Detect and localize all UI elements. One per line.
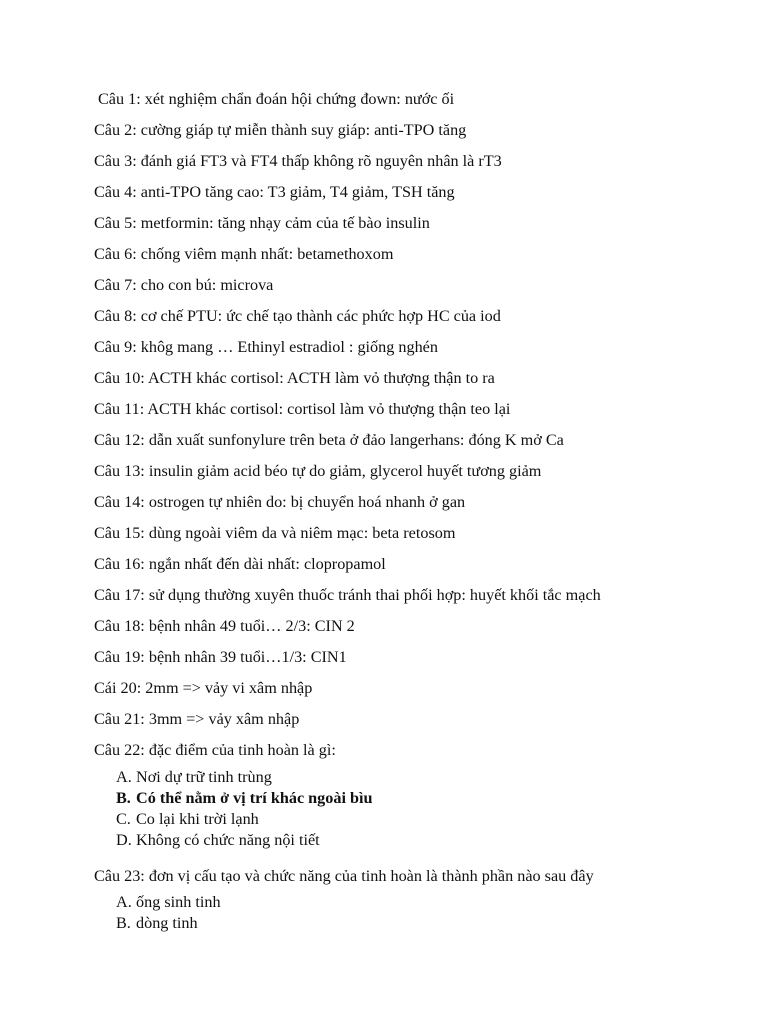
question-line: Câu 13: insulin giảm acid béo tự do giảm, glycerol huyết tương giảm [94, 462, 542, 480]
option-letter: A. [116, 768, 132, 786]
question-line: Câu 11: ACTH khác cortisol: cortisol làm vỏ thượng thận teo lại [94, 400, 511, 418]
option-letter: D. [116, 831, 132, 849]
option-item [116, 892, 754, 913]
question-line: Câu 6: chống viêm mạnh nhất: betamethoxom [94, 245, 394, 263]
option-item [116, 767, 754, 788]
option-text: dòng tinh [136, 914, 198, 932]
question-22-stem: Câu 22: đặc điểm của tinh hoàn là gì: [94, 741, 336, 759]
question-line: Câu 7: cho con bú: microva [94, 276, 274, 294]
question-line: Câu 10: ACTH khác cortisol: ACTH làm vỏ thượng thận to ra [94, 369, 495, 387]
question-line: Câu 15: dùng ngoài viêm da và niêm mạc: beta retosom [94, 524, 456, 542]
question-line: Câu 21: 3mm => vảy xâm nhập [94, 710, 300, 728]
question-line: Câu 5: metformin: tăng nhạy cảm của tế bào insulin [94, 214, 430, 232]
option-item [116, 809, 754, 830]
question-22-options [116, 767, 754, 861]
question-23-stem: Câu 23: đơn vị cấu tạo và chức năng của tinh hoàn là thành phần nào sau đây [94, 867, 594, 885]
option-text: ống sinh tinh [136, 893, 221, 911]
question-line: Câu 16: ngắn nhất đến dài nhất: clopropamol [94, 555, 386, 573]
question-line: Câu 9: khôg mang … Ethinyl estradiol : giống nghén [94, 338, 438, 356]
option-item-correct [116, 788, 754, 809]
question-list [94, 84, 754, 944]
question-line: Câu 18: bệnh nhân 49 tuổi… 2/3: CIN 2 [94, 617, 355, 635]
question-line: Câu 19: bệnh nhân 39 tuổi…1/3: CIN1 [94, 648, 347, 666]
option-letter: B. [116, 789, 131, 807]
question-line: Câu 1: xét nghiệm chẩn đoán hội chứng đown: nước ối [98, 90, 455, 108]
option-item [116, 913, 754, 934]
option-letter: A. [116, 893, 132, 911]
question-line: Câu 8: cơ chế PTU: ức chế tạo thành các phức hợp HC của iod [94, 307, 501, 325]
question-line: Câu 3: đánh giá FT3 và FT4 thấp không rõ nguyên nhân là rT3 [94, 152, 502, 170]
question-line: Câu 17: sử dụng thường xuyên thuốc tránh thai phối hợp: huyết khối tắc mạch [94, 586, 601, 604]
question-line: Câu 14: ostrogen tự nhiên do: bị chuyển hoá nhanh ở gan [94, 493, 466, 511]
option-letter: C. [116, 810, 131, 828]
question-line: Câu 4: anti-TPO tăng cao: T3 giảm, T4 giảm, TSH tăng [94, 183, 455, 201]
option-letter: B. [116, 914, 131, 932]
option-text: Co lại khi trời lạnh [136, 810, 259, 828]
option-text: Nơi dự trữ tinh trùng [136, 768, 272, 786]
option-item [116, 830, 754, 851]
question-line: Câu 2: cường giáp tự miễn thành suy giáp: anti-TPO tăng [94, 121, 467, 139]
question-line: Câu 12: dẫn xuất sunfonylure trên beta ở đảo langerhans: đóng K mở Ca [94, 431, 564, 449]
option-text: Không có chức năng nội tiết [136, 831, 320, 849]
question-23-options [116, 892, 754, 944]
question-line: Cái 20: 2mm => vảy vi xâm nhập [94, 679, 313, 697]
option-text: Có thể nằm ở vị trí khác ngoài bìu [136, 789, 373, 807]
